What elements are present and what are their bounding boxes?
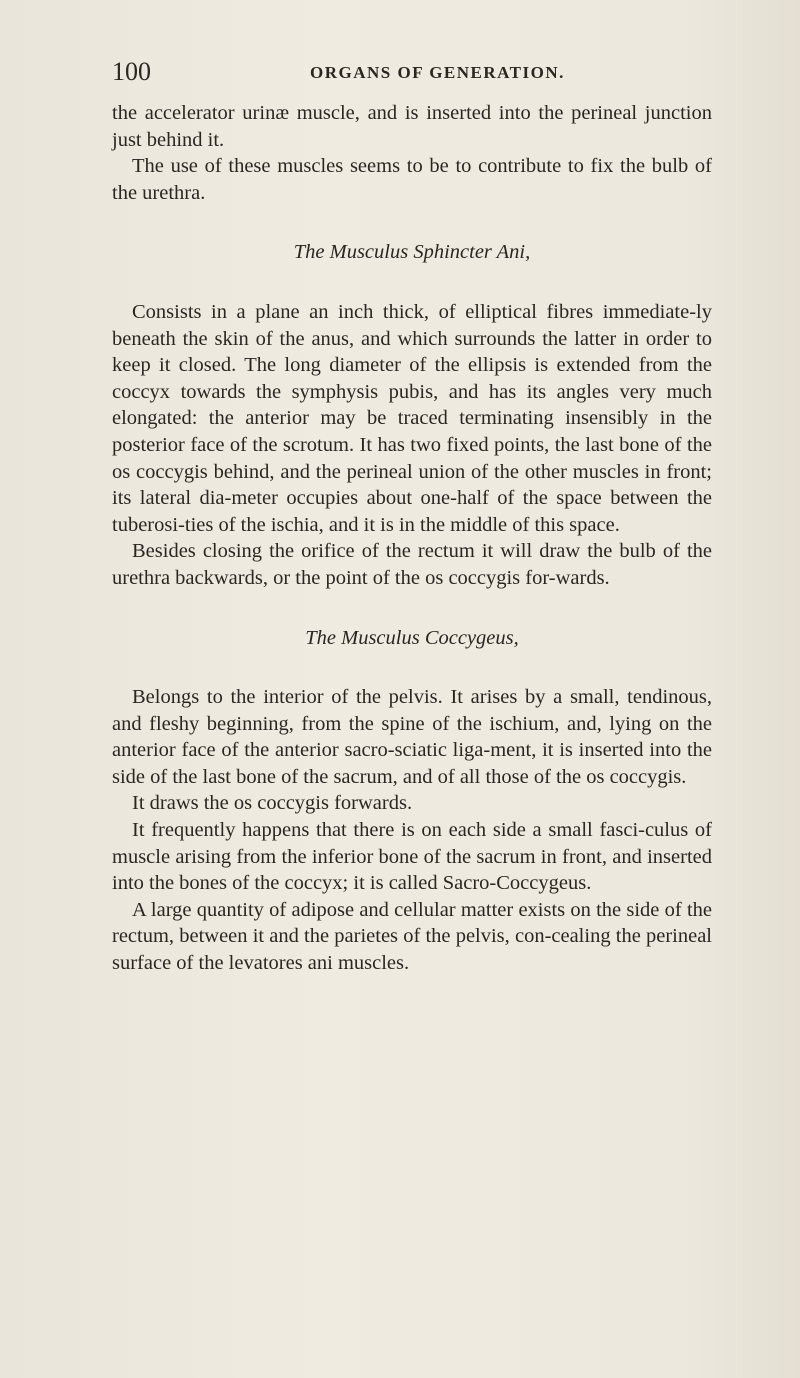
paragraph-use-of-muscles: The use of these muscles seems to be to contribute to fix the bulb of the urethra. <box>112 155 712 204</box>
paragraph-continuation: the accelerator urinæ muscle, and is inserted into the perineal junction just behind it. <box>112 102 712 151</box>
running-head: ORGANS OF GENERATION. <box>310 63 565 82</box>
paragraph-sacro-coccygeus: It frequently happens that there is on each side a small fasci-culus of muscle arising from the inferior bone of the sacrum in front, and inserted into the bones of the coccyx; it is called Sacro-Coccygeus. <box>112 819 712 895</box>
section-heading-coccygeus: The Musculus Coccygeus, <box>305 626 519 649</box>
body-text <box>112 100 712 977</box>
paragraph-sphincter-action: Besides closing the orifice of the rectum it will draw the bulb of the urethra backwards, or the point of the os coccygis for-wards. <box>112 540 712 589</box>
paragraph-coccygeus-action: It draws the os coccygis forwards. <box>132 792 413 815</box>
paragraph-coccygeus-description: Belongs to the interior of the pelvis. It arises by a small, tendinous, and fleshy beginning, from the spine of the ischium, and, lying on the anterior face of the anterior sacro-sciatic liga-ment, it is inserted into the side of the last bone of the sacrum, and of all those of the os coccygis. <box>112 686 712 788</box>
section-heading-sphincter-ani: The Musculus Sphincter Ani, <box>293 241 531 264</box>
paragraph-adipose-matter: A large quantity of adipose and cellular matter exists on the side of the rectum, between it and the parietes of the pelvis, con-cealing the perineal surface of the levatores ani muscles. <box>112 898 712 975</box>
paragraph-sphincter-description: Consists in a plane an inch thick, of elliptical fibres immediate-ly beneath the skin of the anus, and which surrounds the latter in order to keep it closed. The long diameter of the ellipsis is extended from the coccyx towards the symphysis pubis, and has its angles very much elongated: the anterior may be traced terminating insensibly in the posterior face of the scrotum. It has two fixed points, the last bone of the os coccygis behind, and the perineal union of the other muscles in front; its lateral dia-meter occupies about one-half of the space between the tuberosi-ties of the ischia, and it is in the middle of this space. <box>112 300 712 536</box>
page-number: 100 <box>112 57 151 86</box>
page-header <box>112 56 712 88</box>
